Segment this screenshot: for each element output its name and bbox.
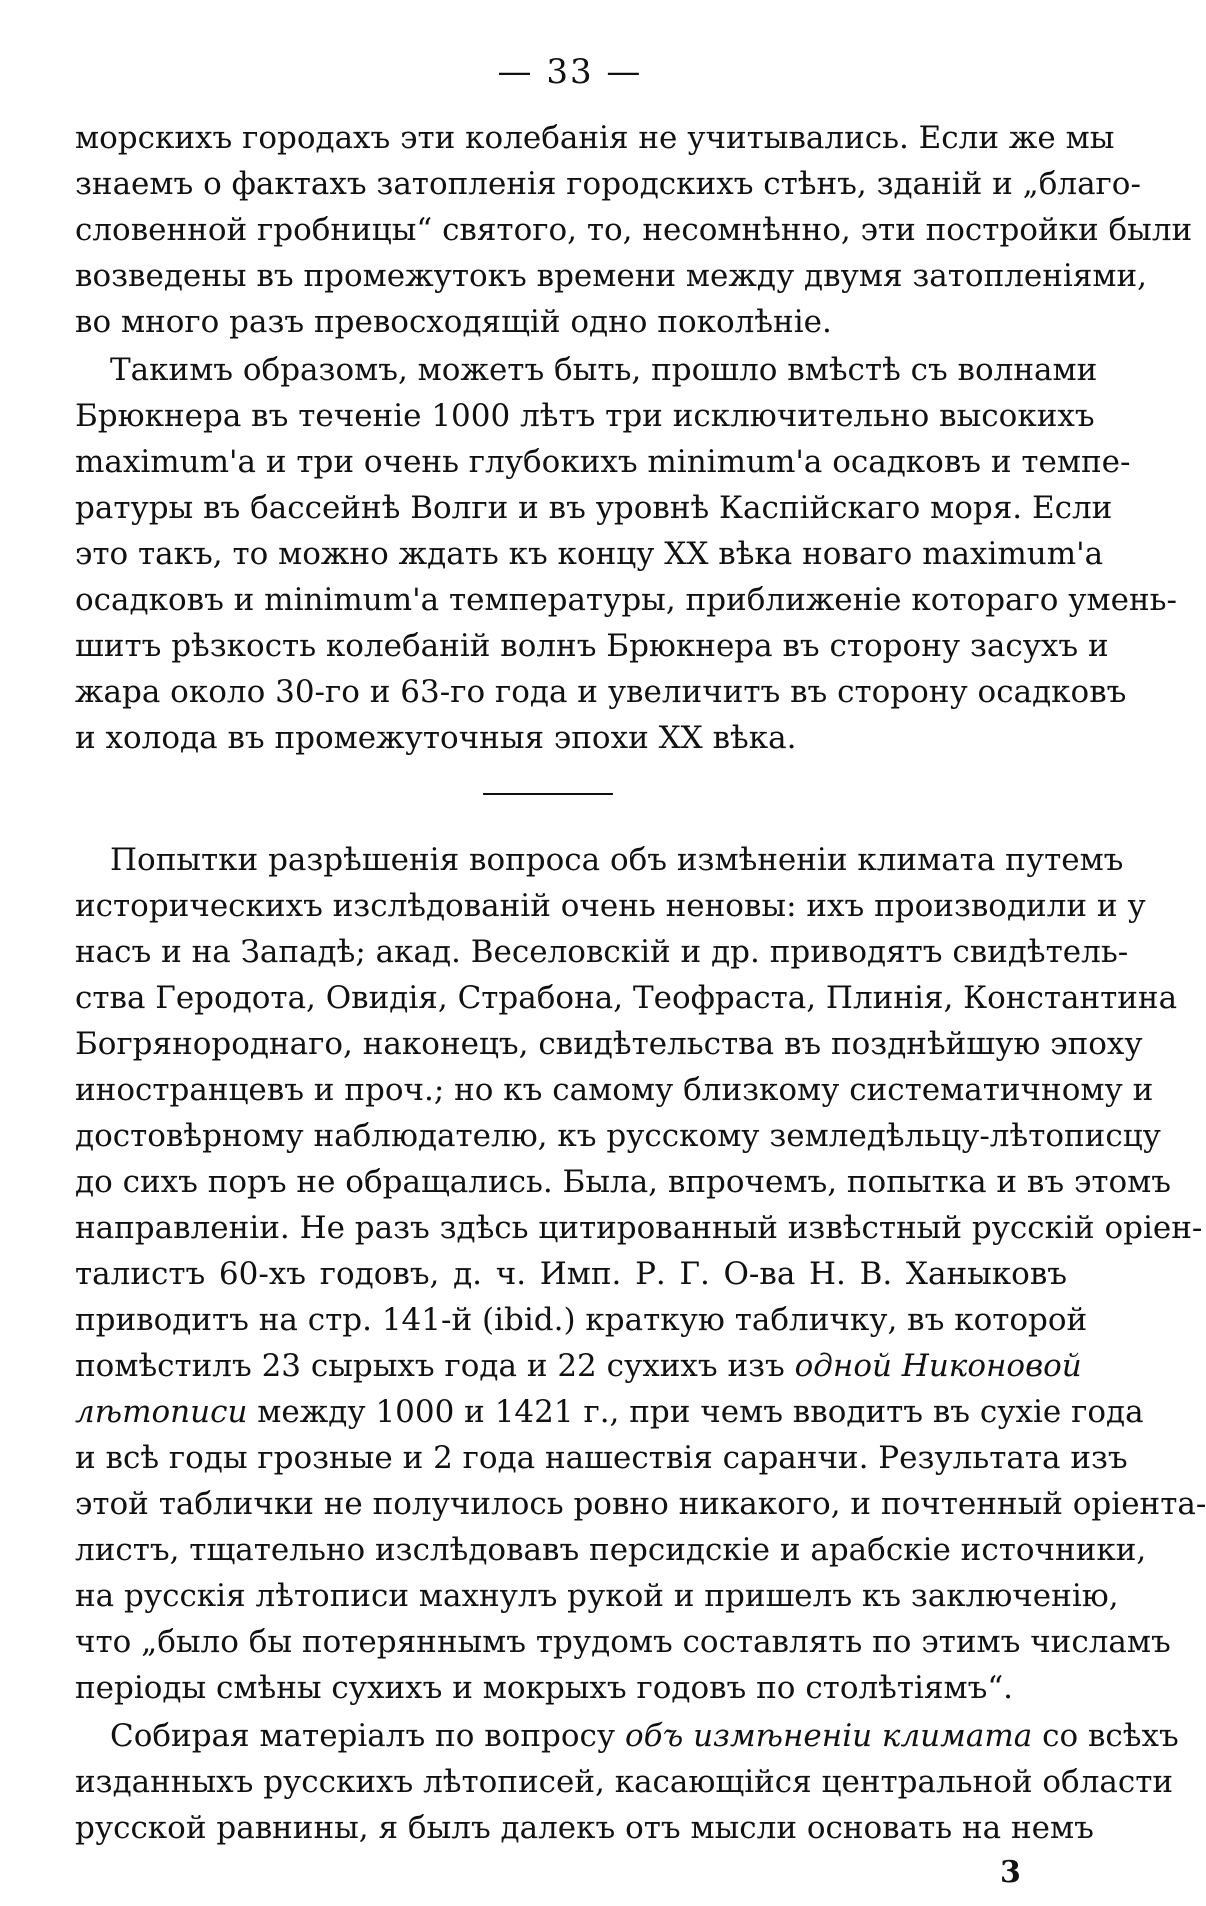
text-line: во много разъ превосходящій одно поколѣніе. <box>75 304 832 340</box>
text-segment: между 1000 и 1421 г., при чемъ вводитъ въ сухіе года <box>257 1394 1144 1430</box>
text-line: Такимъ образомъ, можетъ быть, прошло вмѣстѣ съ волнами <box>110 352 1098 388</box>
text-line: шитъ рѣзкость колебаній волнъ Брюкнера въ сторону засухъ и <box>75 628 1109 664</box>
text-line: ратуры въ бассейнѣ Волги и въ уровнѣ Каспійскаго моря. Если <box>75 490 1113 526</box>
page-number: — 33 — <box>497 52 643 92</box>
text-line: Брюкнера въ теченіе 1000 лѣтъ три исключительно высокихъ <box>75 398 1095 434</box>
italic-title: лѣтописи <box>75 1394 248 1430</box>
text-line <box>75 1346 1082 1386</box>
text-line: достовѣрному наблюдателю, къ русскому земледѣльцу-лѣтописцу <box>75 1118 1161 1154</box>
text-line: это такъ, то можно ждать къ концу XX вѣка новаго maximum'а <box>75 536 1104 572</box>
text-line: Богрянороднаго, наконецъ, свидѣтельства въ позднѣйшую эпоху <box>75 1026 1143 1062</box>
text-line: историческихъ изслѣдованій очень неновы: ихъ производили и у <box>75 888 1146 924</box>
text-line: Попытки разрѣшенія вопроса объ измѣненіи климата путемъ <box>110 842 1124 878</box>
text-line: осадковъ и minimum'а температуры, приближеніе котораго умень- <box>75 582 1178 618</box>
text-line: жара около 30-го и 63-го года и увеличитъ въ сторону осадковъ <box>75 674 1127 710</box>
italic-title: одной Никоновой <box>794 1348 1082 1384</box>
text-line: до сихъ поръ не обращались. Была, впрочемъ, попытка и въ этомъ <box>75 1164 1171 1200</box>
text-line: приводитъ на стр. 141-й (ibid.) краткую табличку, въ которой <box>75 1302 1088 1338</box>
text-line: изданныхъ русскихъ лѣтописей, касающійся центральной области <box>75 1764 1174 1800</box>
text-segment: со всѣхъ <box>1042 1718 1179 1754</box>
text-line: maximum'а и три очень глубокихъ minimum'а осадковъ и темпе- <box>75 444 1131 480</box>
text-line: морскихъ городахъ эти колебанія не учитывались. Если же мы <box>75 120 1115 156</box>
text-line: періоды смѣны сухихъ и мокрыхъ годовъ по столѣтіямъ“. <box>75 1670 1014 1706</box>
text-line: русской равнины, я былъ далекъ отъ мысли основать на немъ <box>75 1810 1094 1846</box>
text-line: ства Геродота, Овидія, Страбона, Теофраста, Плинія, Константина <box>75 980 1178 1016</box>
text-line: и всѣ годы грозные и 2 года нашествія саранчи. Результата изъ <box>75 1440 1128 1476</box>
text-segment: Собирая матеріалъ по вопросу <box>110 1718 616 1754</box>
text-line: возведены въ промежутокъ времени между двумя затопленіями, <box>75 258 1148 294</box>
text-line: словенной гробницы“ святого, то, несомнѣнно, эти постройки были <box>75 212 1193 248</box>
text-line: и холода въ промежуточныя эпохи XX вѣка. <box>75 720 797 756</box>
text-line: что „было бы потеряннымъ трудомъ составлять по этимъ числамъ <box>75 1624 1171 1660</box>
signature-mark: 3 <box>1000 1855 1021 1890</box>
text-line: знаемъ о фактахъ затопленія городскихъ стѣнъ, зданій и „благо- <box>75 166 1141 202</box>
text-line: насъ и на Западѣ; акад. Веселовскій и др. приводятъ свидѣтель- <box>75 934 1129 970</box>
text-line: талистъ 60-хъ годовъ, д. ч. Имп. Р. Г. О-ва Н. В. Ханыковъ <box>75 1256 1067 1292</box>
text-line: иностранцевъ и проч.; но къ самому близкому систематичному и <box>75 1072 1154 1108</box>
text-line <box>75 1392 1144 1432</box>
text-line <box>110 1716 1179 1756</box>
text-line: листъ, тщательно изслѣдовавъ персидскіе и арабскіе источники, <box>75 1532 1147 1568</box>
text-segment: помѣстилъ 23 сырыхъ года и 22 сухихъ изъ <box>75 1348 785 1384</box>
text-line: направленіи. Не разъ здѣсь цитированный извѣстный русскій оріен- <box>75 1210 1203 1246</box>
italic-phrase: объ измѣненіи климата <box>624 1718 1033 1754</box>
text-line: на русскія лѣтописи махнулъ рукой и пришелъ къ заключенію, <box>75 1578 1119 1614</box>
text-line: этой таблички не получилось ровно никакого, и почтенный оріента- <box>75 1486 1206 1522</box>
section-divider <box>483 793 613 795</box>
